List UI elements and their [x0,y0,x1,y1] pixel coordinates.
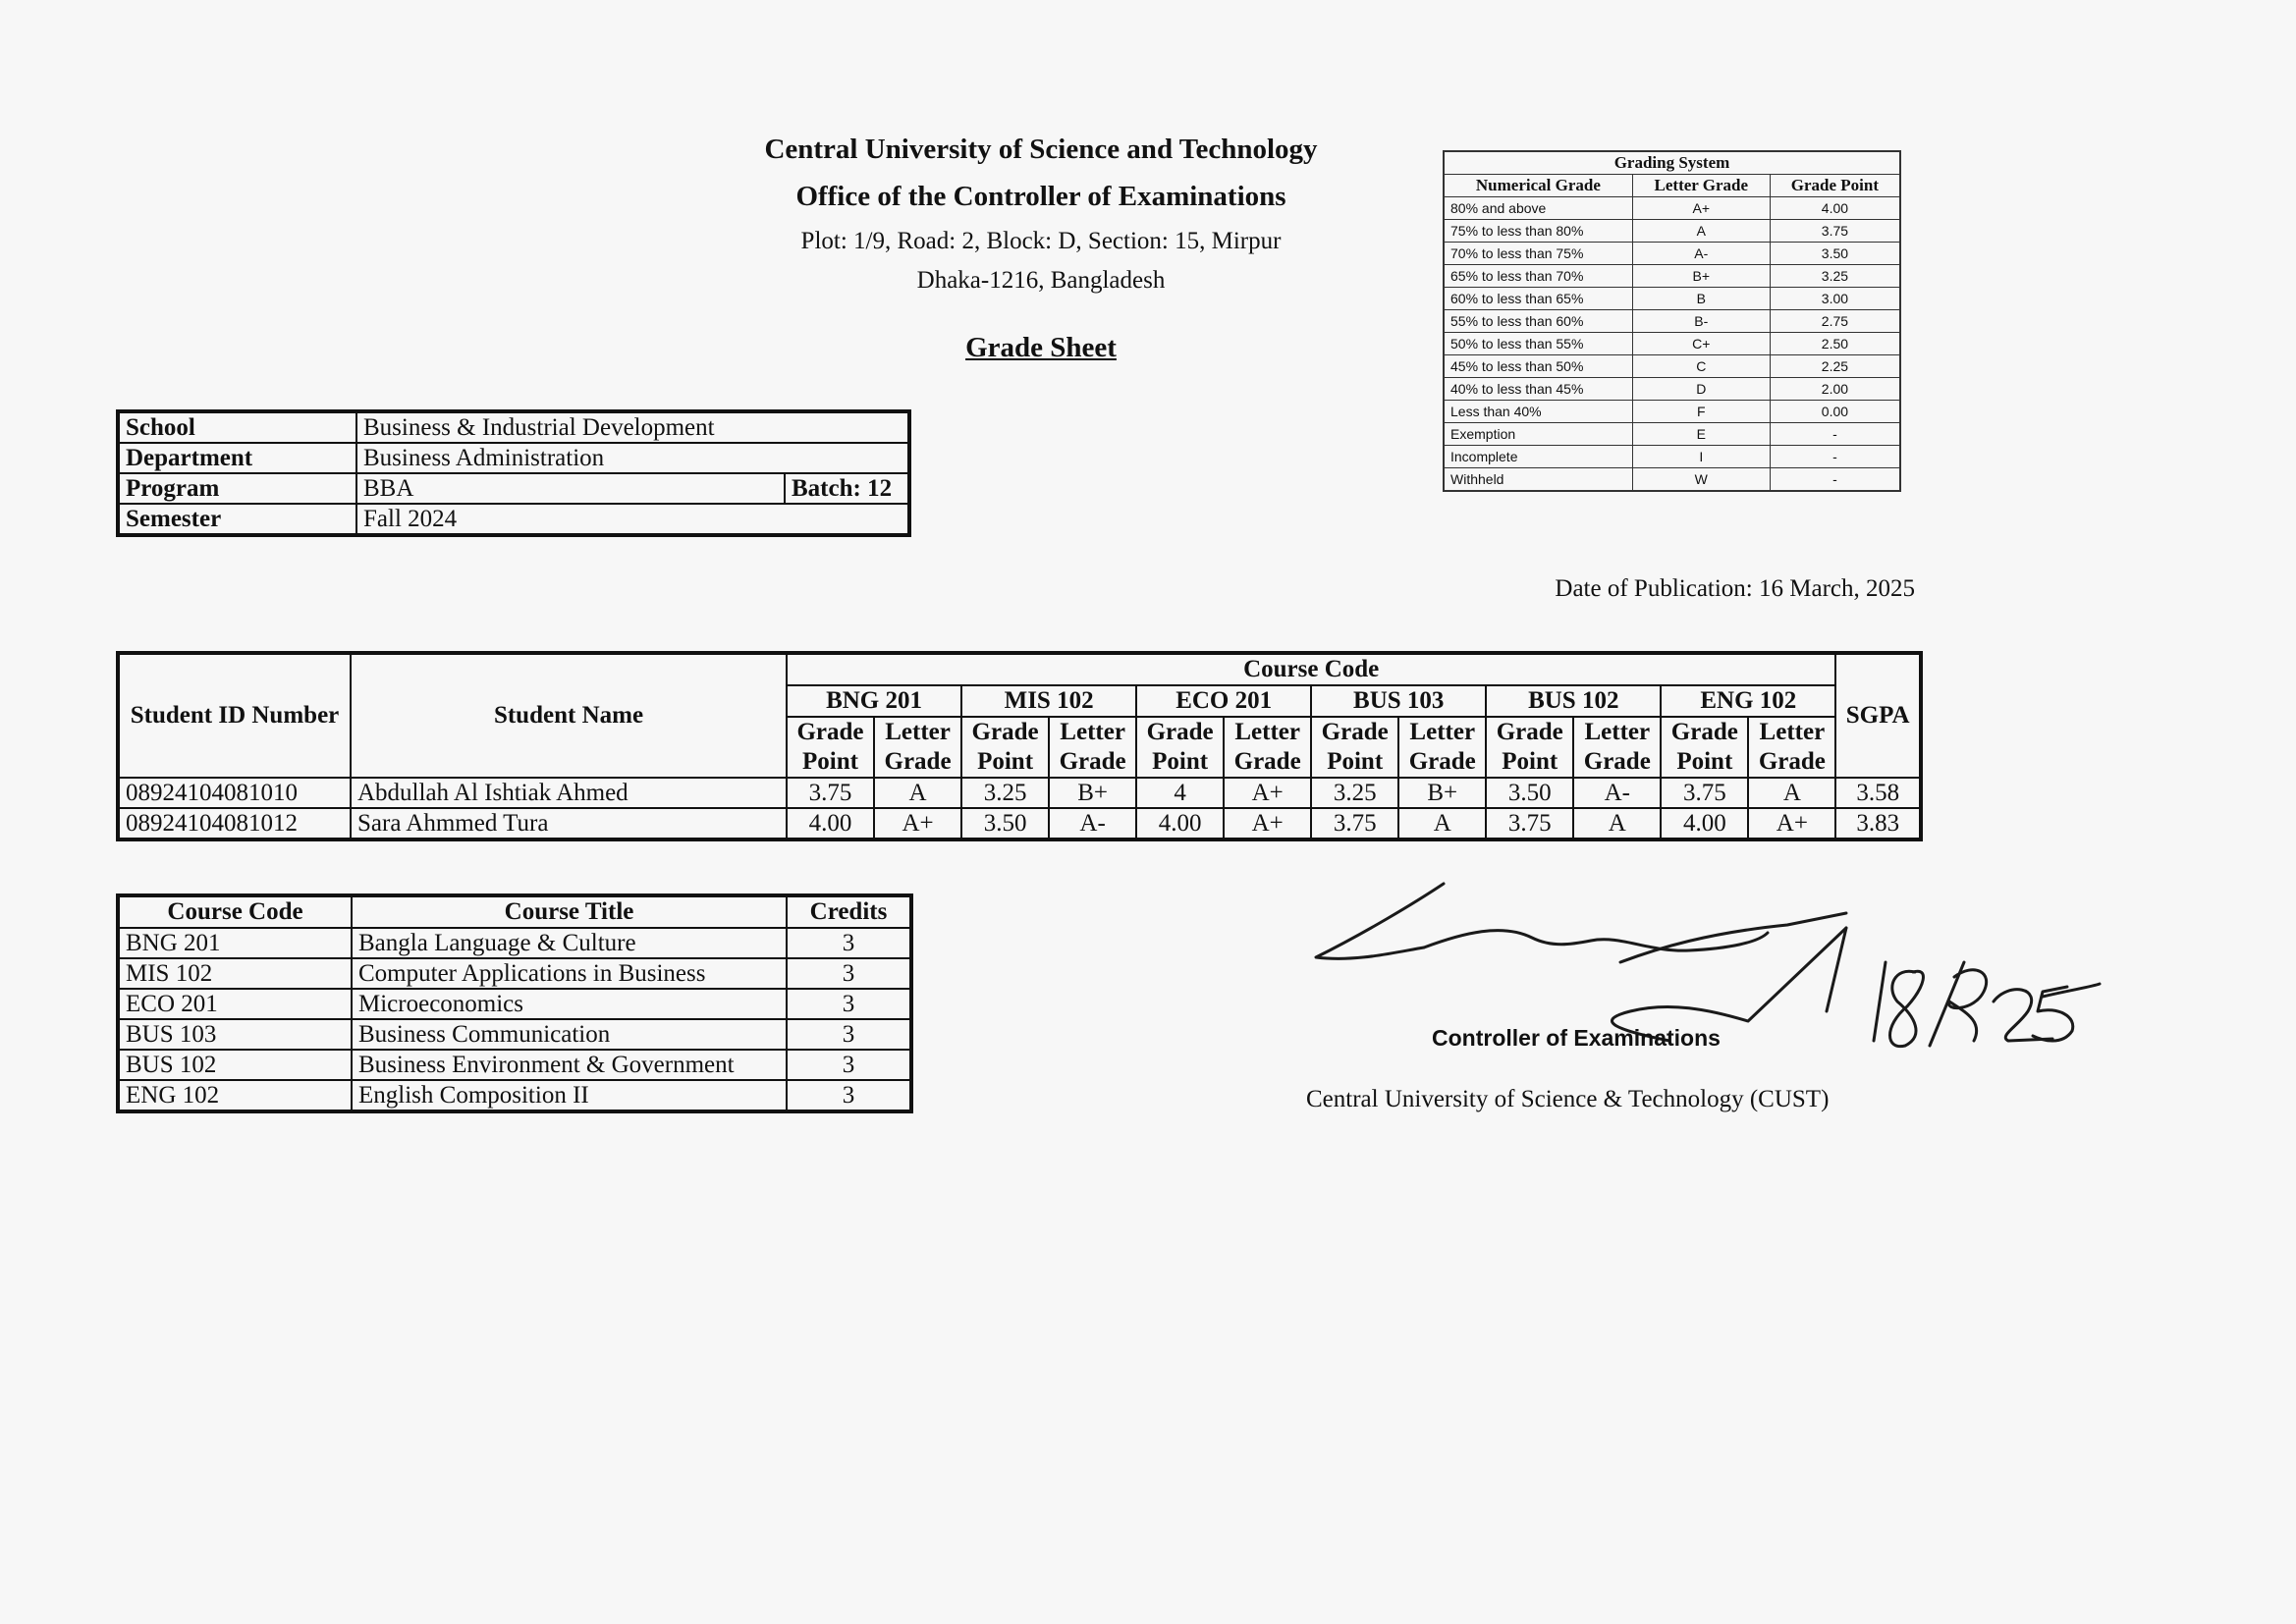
semester-label: Semester [118,504,356,535]
publication-date: Date of Publication: 16 March, 2025 [1555,575,1915,602]
controller-title: Controller of Examinations [1432,1025,1721,1051]
course-title: English Composition II [352,1080,787,1111]
grading-point: - [1770,423,1900,446]
grading-numerical: 45% to less than 50% [1444,355,1632,378]
grading-row [1444,197,1900,220]
grading-point: 2.75 [1770,310,1900,333]
course-code-header: BNG 201 [787,685,961,717]
grading-letter: I [1632,446,1770,468]
grade-point: 3.25 [1311,778,1398,808]
header-student-name: Student Name [351,653,787,778]
grading-row [1444,333,1900,355]
grade-point: 4.00 [787,808,874,839]
header-line: Point [1676,748,1733,775]
grade-point-header [787,717,874,778]
grading-row [1444,355,1900,378]
letter-grade: A [1573,808,1661,839]
grading-point: 4.00 [1770,197,1900,220]
header-line: Grade [1496,719,1563,745]
semester-value: Fall 2024 [356,504,909,535]
course-credits: 3 [787,1019,911,1050]
header-line: Point [977,748,1034,775]
course-list-header-code: Course Code [118,895,352,928]
grading-row [1444,288,1900,310]
header-line: Letter [1409,719,1476,745]
letter-grade-header [1049,717,1136,778]
grading-point: - [1770,468,1900,492]
school-value: Business & Industrial Development [356,411,909,443]
grading-numerical: Incomplete [1444,446,1632,468]
table-row [118,958,911,989]
grading-row [1444,265,1900,288]
course-credits: 3 [787,958,911,989]
grading-numerical: 70% to less than 75% [1444,243,1632,265]
grading-numerical: 65% to less than 70% [1444,265,1632,288]
letter-grade: A+ [1748,808,1835,839]
letter-grade: A+ [1224,778,1311,808]
grading-letter: A+ [1632,197,1770,220]
course-credits: 3 [787,1080,911,1111]
table-row [118,989,911,1019]
table-row [118,1050,911,1080]
grading-numerical: 55% to less than 60% [1444,310,1632,333]
grading-letter: A- [1632,243,1770,265]
batch-value: Batch: 12 [785,473,909,504]
table-row [118,778,1921,808]
table-row [118,808,1921,839]
grading-letter: B- [1632,310,1770,333]
header-line: Grade [1321,719,1389,745]
grading-numerical: 60% to less than 65% [1444,288,1632,310]
table-row [118,1080,911,1111]
grading-row [1444,378,1900,401]
grading-letter: A [1632,220,1770,243]
header-line: Grade [971,719,1039,745]
address-line-1: Plot: 1/9, Road: 2, Block: D, Section: 15, Mirpur [800,228,1282,254]
grade-point: 4 [1136,778,1224,808]
grading-point: 2.00 [1770,378,1900,401]
program-info-table [116,409,911,537]
grading-point: 2.25 [1770,355,1900,378]
grading-point: 3.75 [1770,220,1900,243]
letter-grade: A- [1049,808,1136,839]
course-code: MIS 102 [118,958,352,989]
handwritten-signature [1296,864,2102,1119]
info-row-school [118,411,909,443]
grade-point-header [1661,717,1748,778]
office-name: Office of the Controller of Examinations [795,181,1286,212]
letter-grade-header [874,717,961,778]
header-line: Grade [1408,748,1476,775]
course-code: BNG 201 [118,928,352,958]
grade-point-header [1311,717,1398,778]
grade-point: 3.50 [961,808,1049,839]
letter-grade: A+ [874,808,961,839]
grading-letter: D [1632,378,1770,401]
header-sgpa: SGPA [1835,653,1921,778]
header-line: Grade [1583,748,1651,775]
letter-grade-header [1398,717,1486,778]
university-name: Central University of Science and Technology [764,134,1318,165]
department-label: Department [118,443,356,473]
letter-grade: A [874,778,961,808]
course-code-header: BUS 103 [1311,685,1486,717]
grading-row [1444,401,1900,423]
grade-point: 3.75 [787,778,874,808]
header-line: Letter [1060,719,1125,745]
grading-numerical: Withheld [1444,468,1632,492]
header-line: Grade [1059,748,1126,775]
program-label: Program [118,473,356,504]
grading-point: 3.25 [1770,265,1900,288]
sheet-title: Grade Sheet [965,332,1117,363]
student-id: 08924104081012 [118,808,351,839]
course-code-header: ENG 102 [1661,685,1835,717]
grading-letter: W [1632,468,1770,492]
course-code: BUS 103 [118,1019,352,1050]
header-line: Point [1327,748,1384,775]
grading-numerical: 80% and above [1444,197,1632,220]
grade-point-header [1136,717,1224,778]
header-line: Grade [1670,719,1738,745]
header-line: Letter [885,719,951,745]
header-line: Letter [1584,719,1651,745]
header-line: Grade [1146,719,1214,745]
grading-row [1444,220,1900,243]
student-id: 08924104081010 [118,778,351,808]
grading-header-point: Grade Point [1770,175,1900,197]
course-credits: 3 [787,989,911,1019]
grading-numerical: Less than 40% [1444,401,1632,423]
table-row [118,928,911,958]
letter-grade: A [1398,808,1486,839]
grading-numerical: 40% to less than 45% [1444,378,1632,401]
program-value: BBA [356,473,785,504]
info-row-semester [118,504,909,535]
letter-grade-header [1224,717,1311,778]
grading-row [1444,446,1900,468]
sgpa-value: 3.83 [1835,808,1921,839]
course-list-table [116,893,913,1113]
letter-grade: B+ [1398,778,1486,808]
header-line: Letter [1759,719,1826,745]
grade-point: 3.75 [1661,778,1748,808]
grading-system-title: Grading System [1444,151,1900,175]
header-line: Grade [1233,748,1301,775]
header-line: Point [1152,748,1209,775]
sgpa-value: 3.58 [1835,778,1921,808]
course-list-header-title: Course Title [352,895,787,928]
course-title: Computer Applications in Business [352,958,787,989]
grading-header-numerical: Numerical Grade [1444,175,1632,197]
info-row-department [118,443,909,473]
grading-row [1444,243,1900,265]
grading-letter: B [1632,288,1770,310]
letter-grade: A+ [1224,808,1311,839]
grade-point: 3.50 [1486,778,1573,808]
grading-letter: F [1632,401,1770,423]
grade-point: 3.25 [961,778,1049,808]
grading-point: 2.50 [1770,333,1900,355]
course-credits: 3 [787,1050,911,1080]
grading-point: 0.00 [1770,401,1900,423]
grading-header-letter: Letter Grade [1632,175,1770,197]
course-title: Business Environment & Government [352,1050,787,1080]
course-code-header: ECO 201 [1136,685,1311,717]
table-row [118,1019,911,1050]
results-table [116,651,1923,841]
grading-row [1444,423,1900,446]
header-course-code: Course Code [787,653,1835,685]
grade-point: 3.75 [1486,808,1573,839]
grade-point-header [1486,717,1573,778]
course-code: ENG 102 [118,1080,352,1111]
header-line: Grade [884,748,952,775]
course-credits: 3 [787,928,911,958]
grading-point: 3.50 [1770,243,1900,265]
school-label: School [118,411,356,443]
grading-numerical: 50% to less than 55% [1444,333,1632,355]
letter-grade: B+ [1049,778,1136,808]
course-code: BUS 102 [118,1050,352,1080]
grade-point: 3.75 [1311,808,1398,839]
grading-point: - [1770,446,1900,468]
student-name: Abdullah Al Ishtiak Ahmed [351,778,787,808]
grading-row [1444,310,1900,333]
student-name: Sara Ahmmed Tura [351,808,787,839]
letter-grade-header [1748,717,1835,778]
course-code: ECO 201 [118,989,352,1019]
header-line: Letter [1234,719,1300,745]
grade-point: 4.00 [1136,808,1224,839]
grade-point: 4.00 [1661,808,1748,839]
header-line: Grade [1758,748,1826,775]
info-row-program [118,473,909,504]
course-title: Microeconomics [352,989,787,1019]
grading-letter: C+ [1632,333,1770,355]
header-line: Point [1502,748,1558,775]
header-student-id: Student ID Number [118,653,351,778]
course-code-header: BUS 102 [1486,685,1661,717]
grading-letter: C [1632,355,1770,378]
grading-numerical: Exemption [1444,423,1632,446]
institution-name: Central University of Science & Technology (CUST) [1306,1086,1830,1112]
letter-grade: A [1748,778,1835,808]
grading-row [1444,468,1900,492]
grading-letter: B+ [1632,265,1770,288]
course-title: Bangla Language & Culture [352,928,787,958]
header-line: Point [802,748,858,775]
letter-grade-header [1573,717,1661,778]
grading-letter: E [1632,423,1770,446]
grading-numerical: 75% to less than 80% [1444,220,1632,243]
header-line: Grade [796,719,864,745]
address-line-2: Dhaka-1216, Bangladesh [916,267,1166,294]
letter-grade: A- [1573,778,1661,808]
department-value: Business Administration [356,443,909,473]
grade-point-header [961,717,1049,778]
course-code-header: MIS 102 [961,685,1136,717]
grading-point: 3.00 [1770,288,1900,310]
course-list-header-credits: Credits [787,895,911,928]
course-title: Business Communication [352,1019,787,1050]
grading-system-table [1443,150,1901,492]
